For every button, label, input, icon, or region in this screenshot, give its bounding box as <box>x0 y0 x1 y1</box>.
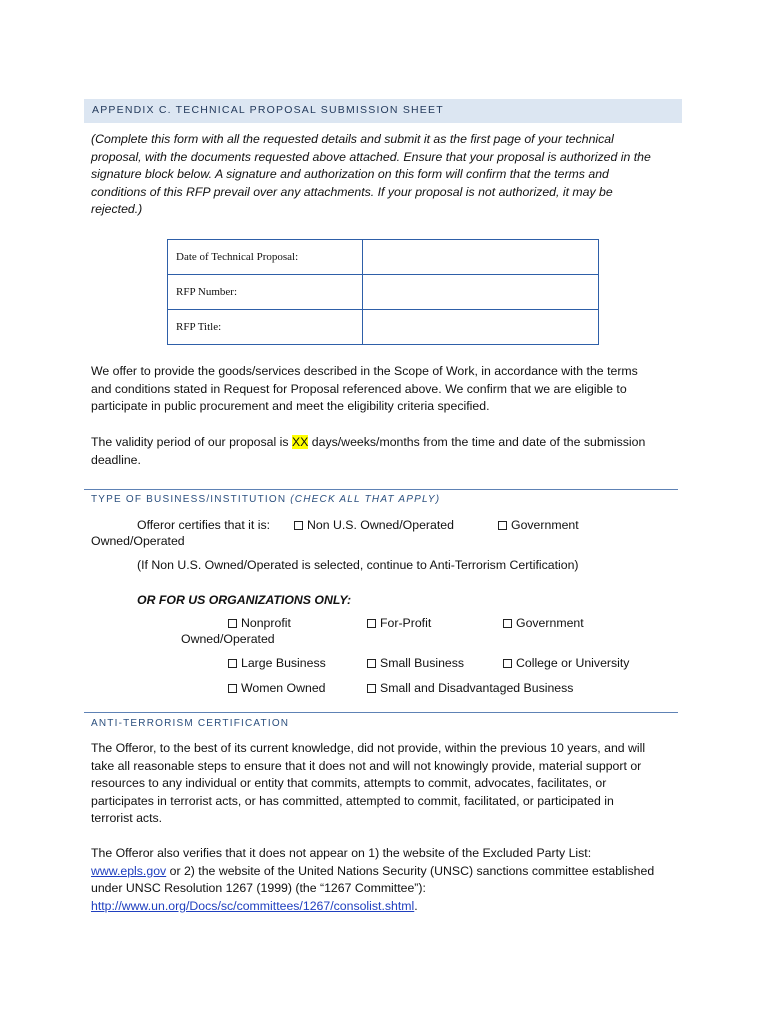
instructions-line: rejected.) <box>91 202 143 216</box>
instructions-line: signature block below. A signature and authorization on this form will confirm that the terms and <box>91 167 609 181</box>
checkbox-icon[interactable] <box>367 619 376 628</box>
validity-placeholder[interactable]: XX <box>291 435 309 449</box>
verification-paragraph <box>91 845 654 915</box>
anti-terrorism-line: The Offeror, to the best of its current knowledge, did not provide, within the previous 10 years, and will <box>91 741 646 755</box>
checkbox-nonprofit[interactable] <box>228 615 291 633</box>
checkbox-women-owned[interactable] <box>228 680 326 698</box>
checkbox-label: Nonprofit <box>241 616 291 630</box>
validity-text: days/weeks/months from the time and date of the submission <box>308 435 646 449</box>
rfp-number-field[interactable] <box>363 275 599 310</box>
checkbox-government[interactable] <box>498 517 579 535</box>
checkbox-icon[interactable] <box>367 684 376 693</box>
checkbox-icon[interactable] <box>503 659 512 668</box>
proposal-info-table <box>167 239 599 345</box>
non-us-note: (If Non U.S. Owned/Operated is selected, continue to Anti-Terrorism Certification) <box>137 558 579 572</box>
checkbox-icon[interactable] <box>367 659 376 668</box>
offer-line: and conditions stated in Request for Proposal referenced above. We confirm that we are eligible to <box>91 381 627 396</box>
checkbox-icon[interactable] <box>503 619 512 628</box>
anti-terrorism-paragraph <box>91 740 645 828</box>
rfp-number-label: RFP Number: <box>168 275 363 310</box>
checkbox-icon[interactable] <box>228 659 237 668</box>
checkbox-label: Large Business <box>241 656 326 670</box>
checkbox-label: Government <box>511 518 579 532</box>
checkbox-label: Government <box>516 616 584 630</box>
checkbox-non-us[interactable] <box>294 517 454 535</box>
anti-terrorism-line: take all reasonable steps to ensure that it does not and will not knowingly provide, material support or <box>91 758 642 773</box>
verification-text: . <box>414 898 418 913</box>
instructions-line: proposal, with the documents requested above attached. Ensure that your proposal is authorized in the <box>91 149 651 164</box>
validity-text: The validity period of our proposal is <box>91 435 292 449</box>
date-field[interactable] <box>363 240 599 275</box>
anti-terrorism-line: terrorist acts. <box>91 811 163 825</box>
checkbox-us-government[interactable] <box>503 615 584 633</box>
checkbox-icon[interactable] <box>228 619 237 628</box>
epls-link[interactable]: www.epls.gov <box>91 863 167 878</box>
section-divider <box>84 712 678 713</box>
nonprofit-wrap-text: Owned/Operated <box>181 632 275 646</box>
anti-terrorism-line: resources to any individual or entity that commits, attempts to commit, advocates, facilitates, or <box>91 776 607 790</box>
checkbox-icon[interactable] <box>498 521 507 530</box>
checkbox-label: Women Owned <box>241 681 326 695</box>
rfp-title-field[interactable] <box>363 310 599 345</box>
certifies-label: Offeror certifies that it is: <box>137 518 271 532</box>
offer-line: We offer to provide the goods/services described in the Scope of Work, in accordance with the terms <box>91 364 638 378</box>
table-row <box>168 240 599 275</box>
date-label: Date of Technical Proposal: <box>168 240 363 275</box>
verification-line: The Offeror also verifies that it does not appear on 1) the website of the Excluded Party List: <box>91 846 592 860</box>
table-row <box>168 275 599 310</box>
anti-terrorism-title: ANTI-TERRORISM CERTIFICATION <box>91 718 290 729</box>
anti-terrorism-line: participates in terrorist acts, or has committed, attempted to commit, facilitated, or participated in <box>91 793 614 808</box>
verification-text: or 2) the website of the United Nations Security (UNSC) sanctions committee established <box>166 863 655 878</box>
checkbox-large-business[interactable] <box>228 655 326 673</box>
offer-line: participate in public procurement and meet the eligibility criteria specified. <box>91 399 490 413</box>
instructions-line: conditions of this RFP prevail over any attachments. If your proposal is not authorized, it may be <box>91 184 613 199</box>
instructions-line: (Complete this form with all the requested details and submit it as the first page of your technical <box>91 132 614 146</box>
business-section-title <box>91 494 440 505</box>
verification-line: under UNSC Resolution 1267 (1999) (the “1267 Committee”): <box>91 881 426 895</box>
checkbox-label: For-Profit <box>380 616 432 630</box>
checkbox-small-business[interactable] <box>367 655 464 673</box>
checkbox-label: Small and Disadvantaged Business <box>380 681 574 695</box>
checkbox-for-profit[interactable] <box>367 615 431 633</box>
appendix-heading: APPENDIX C. TECHNICAL PROPOSAL SUBMISSION SHEET <box>92 104 444 116</box>
validity-text: deadline. <box>91 452 141 467</box>
checkbox-icon[interactable] <box>294 521 303 530</box>
checkbox-small-disadvantaged[interactable] <box>367 680 573 698</box>
offer-paragraph <box>91 363 638 416</box>
business-title-note: (CHECK ALL THAT APPLY) <box>290 494 441 505</box>
checkbox-label: Small Business <box>380 656 465 670</box>
checkbox-label: College or University <box>516 656 630 670</box>
table-row <box>168 310 599 345</box>
us-only-label: OR FOR US ORGANIZATIONS ONLY: <box>137 593 352 607</box>
validity-paragraph <box>91 434 645 469</box>
rfp-title-label: RFP Title: <box>168 310 363 345</box>
checkbox-label: Non U.S. Owned/Operated <box>307 518 454 532</box>
section-divider <box>84 489 678 490</box>
checkbox-icon[interactable] <box>228 684 237 693</box>
un-consolist-link[interactable]: http://www.un.org/Docs/sc/committees/1267/consolist.shtml <box>91 898 415 913</box>
checkbox-college[interactable] <box>503 655 629 673</box>
government-wrap-text: Owned/Operated <box>91 534 185 548</box>
business-title-text: TYPE OF BUSINESS/INSTITUTION <box>91 494 287 505</box>
instructions <box>91 131 651 219</box>
